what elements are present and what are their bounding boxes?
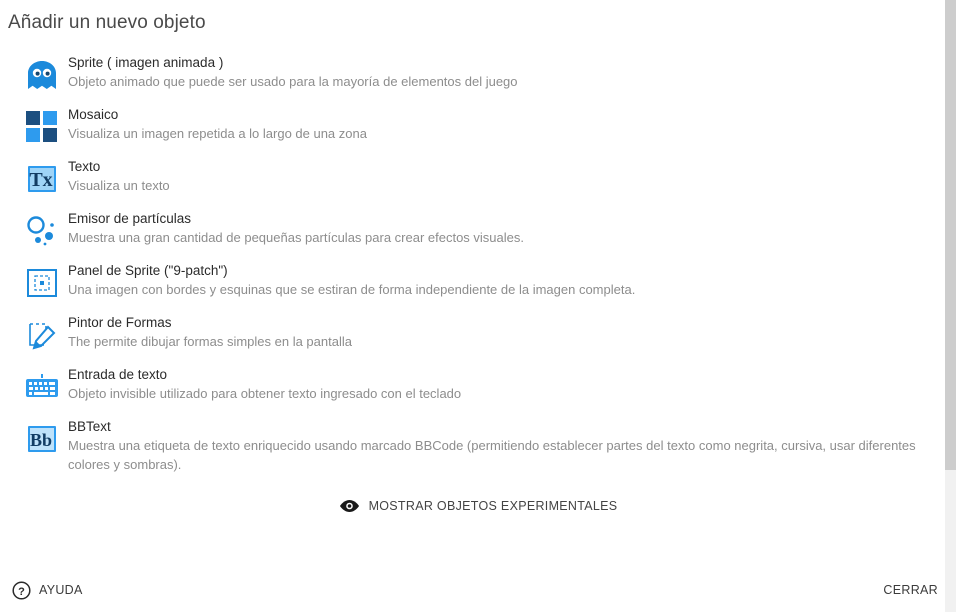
show-experimental-objects-label: MOSTRAR OBJETOS EXPERIMENTALES: [368, 499, 618, 513]
object-type-list: [0, 48, 956, 477]
list-item-text[interactable]: [0, 152, 956, 204]
list-item-bbtext[interactable]: [0, 412, 956, 477]
object-name: Texto: [68, 159, 101, 174]
text-tx-icon: [16, 155, 68, 201]
object-name: Sprite ( imagen animada ): [68, 55, 224, 70]
list-item-shape-painter[interactable]: [0, 308, 956, 360]
object-name: Pintor de Formas: [68, 315, 172, 330]
object-name: Emisor de partículas: [68, 211, 192, 226]
dialog-footer: [0, 568, 956, 612]
page-title: Añadir un nuevo objeto: [8, 12, 206, 33]
keyboard-icon: [16, 363, 68, 409]
object-description: Objeto invisible utilizado para obtener texto ingresado con el teclado: [68, 386, 462, 401]
eye-icon: [339, 499, 360, 513]
close-button[interactable]: CERRAR: [883, 583, 938, 597]
sprite-ghost-icon: [16, 51, 68, 97]
nine-patch-panel-icon: [16, 259, 68, 305]
object-name: Panel de Sprite ("9-patch"): [68, 263, 228, 278]
bbtext-icon: [16, 415, 68, 461]
list-item-text-input[interactable]: [0, 360, 956, 412]
question-mark-circle-icon: [12, 581, 31, 600]
object-name: Mosaico: [68, 107, 119, 122]
scrollbar-thumb[interactable]: [945, 0, 956, 470]
object-description: Muestra una etiqueta de texto enriquecido usando marcado BBCode (permitiendo establecer partes del texto como negrita, cursiva, usar diferentes colores y sombras).: [68, 438, 916, 472]
object-description: Visualiza un texto: [68, 178, 170, 193]
object-name: BBText: [68, 419, 111, 434]
tiled-squares-icon: [16, 103, 68, 149]
list-item-tiled-sprite[interactable]: [0, 100, 956, 152]
object-name: Entrada de texto: [68, 367, 168, 382]
object-description: Una imagen con bordes y esquinas que se estiran de forma independiente de la imagen completa.: [68, 282, 636, 297]
object-description: Objeto animado que puede ser usado para la mayoría de elementos del juego: [68, 74, 518, 89]
scrollbar-track[interactable]: [945, 0, 956, 612]
svg-text:Tx: Tx: [29, 169, 53, 191]
object-description: Visualiza un imagen repetida a lo largo de una zona: [68, 126, 367, 141]
help-label: AYUDA: [39, 583, 83, 597]
object-description: Muestra una gran cantidad de pequeñas partículas para crear efectos visuales.: [68, 230, 524, 245]
particle-emitter-icon: [16, 207, 68, 253]
shape-painter-pencil-icon: [16, 311, 68, 357]
svg-text:?: ?: [18, 585, 25, 598]
help-button[interactable]: [12, 581, 83, 600]
list-item-particle-emitter[interactable]: [0, 204, 956, 256]
svg-text:Bb: Bb: [29, 430, 53, 450]
show-experimental-objects-button[interactable]: [0, 499, 956, 513]
object-description: The permite dibujar formas simples en la pantalla: [68, 334, 352, 349]
list-item-sprite[interactable]: [0, 48, 956, 100]
list-item-nine-patch[interactable]: [0, 256, 956, 308]
